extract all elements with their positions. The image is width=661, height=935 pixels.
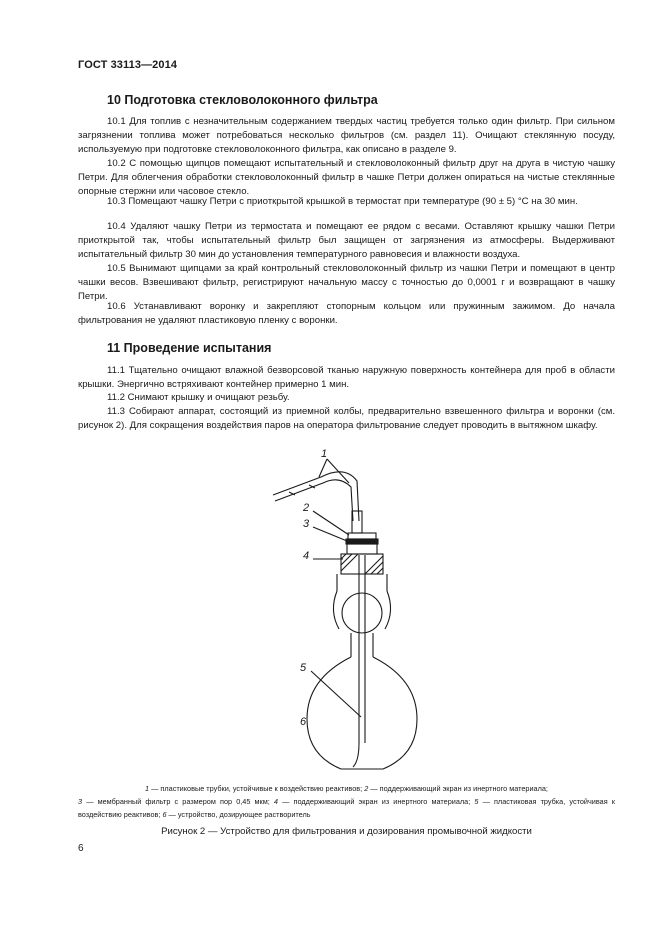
apparatus-drawing xyxy=(255,443,425,783)
figure-label-5: 5 xyxy=(300,662,307,674)
paragraph-10-2: 10.2 С помощью щипцов помещают испытательный и стекловолоконный фильтр друг на друга в чистую чашку Петри. Для облегчения обработки стекловолоконный фильтр в чашке Петри должен опираться на чистые стеклянные опорные стержни или часовое стекло. xyxy=(78,158,615,198)
paragraph-11-3: 11.3 Собирают аппарат, состоящий из приемной колбы, предварительно взвешенного фильтра и воронки (см. рисунок 2). Для сокращения воздействия паров на оператора фильтрование следует проводить в вытяжном шкафу. xyxy=(78,406,615,432)
paragraph-10-5: 10.5 Вынимают щипцами за край контрольный стекловолоконный фильтр из чашки Петри и помещают в центр чашки весов. Взвешивают фильтр, регистрируют начальную массу с точностью до 0,0001 г и возвращают в чашку Петри. xyxy=(78,263,615,303)
legend-line-1: 1 — пластиковые трубки, устойчивые к воздействию реактивов; 2 — поддерживающий экран из инертного материала; xyxy=(145,784,548,793)
standard-header: ГОСТ 33113—2014 xyxy=(78,59,178,71)
paragraph-11-2: 11.2 Снимают крышку и очищают резьбу. xyxy=(107,392,290,403)
paragraph-10-4: 10.4 Удаляют чашку Петри из термостата и помещают ее рядом с весами. Оставляют крышку чашки Петри приоткрытой так, чтобы испытательный фильтр был защищен от загрязнения из атмосферы. Выдерживают испытательный фильтр 30 мин до установления температурного равновесия и влажности воздуха. xyxy=(78,221,615,261)
filtration-apparatus-figure xyxy=(255,443,425,783)
paragraph-10-3: 10.3 Помещают чашку Петри с приоткрытой крышкой в термостат при температуре (90 ± 5) °С на 30 мин. xyxy=(107,196,578,207)
figure-label-6: 6 xyxy=(300,716,307,728)
paragraph-10-6: 10.6 Устанавливают воронку и закрепляют стопорным кольцом или пружинным зажимом. До начала фильтрования не удаляют пластиковую пленку с воронки. xyxy=(78,301,615,327)
section-11-title: 11 Проведение испытания xyxy=(107,341,272,355)
figure-label-4: 4 xyxy=(303,550,310,562)
figure-caption: Рисунок 2 — Устройство для фильтрования и дозирования промывочной жидкости xyxy=(161,826,532,837)
figure-label-2: 2 xyxy=(303,502,310,514)
paragraph-11-1: 11.1 Тщательно очищают влажной безворсовой тканью наружную поверхность контейнера для проб в области крышки. Энергично встряхивают контейнер примерно 1 мин. xyxy=(78,365,615,391)
legend-line-2: 3 — мембранный фильтр с размером пор 0,45 мкм; 4 — поддерживающий экран из инертного материала; 5 — пластиковая трубка, устойчивая к воздействию реактивов; 6 — устройство, дозирующее растворитель xyxy=(78,796,615,819)
page-number: 6 xyxy=(78,843,84,854)
figure-label-1: 1 xyxy=(321,448,328,460)
figure-label-3: 3 xyxy=(303,518,310,530)
paragraph-10-1: 10.1 Для топлив с незначительным содержанием твердых частиц требуется только один фильтр. При сильном загрязнении топлива может потребоваться несколько фильтров (см. раздел 11). Очищают стеклянную посуду, используемую при подготовке стекловолоконного фильтра, как описано в разделе 9. xyxy=(78,116,615,156)
section-10-title: 10 Подготовка стекловолоконного фильтра xyxy=(107,93,378,107)
figure-legend xyxy=(78,783,615,821)
